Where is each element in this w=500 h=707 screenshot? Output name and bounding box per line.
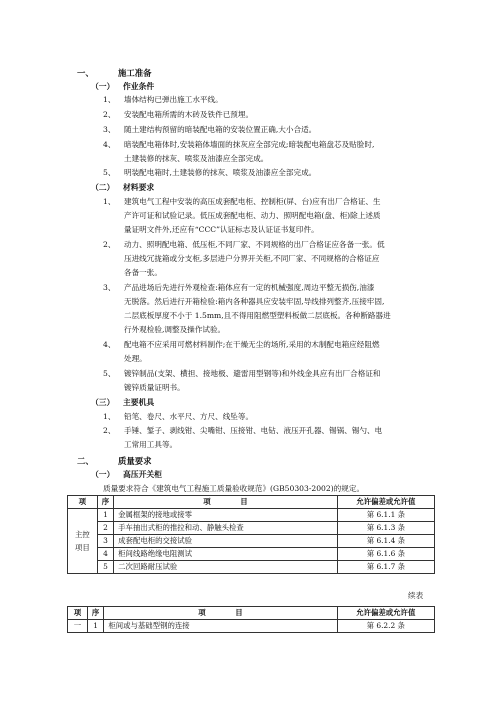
list-item-number: 2、: [103, 110, 116, 119]
list-item-text: 配电箱不应采用可燃材料制作;在干燥无尘的场所,采用的木制配电箱应经阻燃: [124, 340, 380, 349]
subsection-title: 主要机具: [123, 398, 155, 407]
table-row: [68, 548, 435, 561]
list-item-text: 工常用工具等。: [124, 440, 178, 449]
table-cell-seq: 2: [97, 522, 113, 535]
table-header: 项: [68, 496, 98, 509]
table-header: 允许偏差或允许值: [337, 496, 434, 509]
table-cell-item: 柜间线路绝缘电阻测试: [114, 548, 338, 561]
subsection-number: （一）: [91, 82, 115, 91]
list-item-text: 二层底板厚度不小于 1.5mm,且不得用阻燃型塑料板做二层底板。各种断路器进: [124, 311, 391, 320]
subsection-number: （三）: [91, 398, 115, 407]
table-row: [68, 509, 435, 522]
list-item-number: 3、: [103, 283, 116, 292]
table-cell-value: 第 6.1.4 条: [337, 535, 434, 548]
list-item-text: 行外观检验,调整及操作试验。: [124, 325, 226, 334]
table-cell-seq: 4: [97, 548, 113, 561]
acceptance-table: [67, 495, 435, 574]
table-cell-item: 二次回路耐压试验: [114, 561, 338, 574]
list-item-text: 压进线冗拢箱或分支柜,多层进户分界开关柜,不同厂家、不同规格的合格证应: [124, 254, 380, 263]
list-item-text: 铅笔、卷尺、水平尺、方尺、线坠等。: [124, 412, 254, 421]
table-row: [68, 535, 435, 548]
continued-label: 续表: [408, 591, 424, 600]
table-header: 序: [87, 607, 103, 620]
table-header: 项: [68, 607, 88, 620]
table-header: 允许偏差或允许值: [337, 607, 434, 620]
list-item-text: 手锤、錾子、剥线钳、尖嘴钳、压接钳、电钻、液压开孔器、锡锅、锡勺、电: [124, 426, 383, 435]
table-header-row: [68, 607, 435, 620]
subsection-title: 材料要求: [123, 183, 155, 192]
list-item-text: 产许可证和试验记录。低压成套配电柜、动力、照明配电箱(盘、柜)除上述质: [124, 211, 381, 220]
table-cell-seq: 5: [97, 561, 113, 574]
list-item-text: 各备一张。: [124, 268, 162, 277]
acceptance-table-continued: [67, 606, 435, 633]
list-item-text: 墙体结构已弹出施工水平线。: [124, 95, 223, 104]
table-cell-group: 一: [68, 620, 88, 633]
table-header: 项 目: [104, 607, 337, 620]
table-header: 序: [97, 496, 113, 509]
table-header-row: [68, 496, 435, 509]
list-item-text: 量证明文件外,还应有“CCC”认证标志及认证证书复印件。: [124, 225, 319, 234]
list-item-text: 土建装修的抹灰、喷浆及油漆应全部完成。: [124, 154, 269, 163]
list-item-text: 动力、照明配电箱、低压柜,不同厂家、不同规格的出厂合格证应各备一张。低: [124, 240, 385, 249]
intro-text: 质量要求符合《建筑电气工程施工质量验收规范》(GB50303-2002)的规定。: [103, 484, 365, 493]
table-cell-value: 第 6.1.7 条: [337, 561, 434, 574]
subsection-number: （一）: [91, 470, 115, 479]
list-item-text: 随土建结构预留的暗装配电箱的安装位置正确,大小合适。: [124, 125, 317, 134]
subsection-number: （二）: [91, 183, 115, 192]
list-item-text: 明装配电箱时,土建装修的抹灰、喷浆及油漆应全部完成。: [124, 168, 317, 177]
list-item-text: 无脱落。然后进行开箱检验:箱内各种器具应安装牢固,导线排列整齐,压接牢固,: [124, 297, 385, 306]
list-item-number: 4、: [103, 340, 116, 349]
section-number: 二、: [77, 456, 94, 466]
table-row: [68, 522, 435, 535]
table-cell-seq: 1: [97, 509, 113, 522]
table-cell-item: 手车抽出式柜的推拉和动、静触头检查: [114, 522, 338, 535]
list-item-text: 镀锌制品(支架、横担、接地极、避雷用型钢等)和外线金具应有出厂合格证和: [124, 369, 381, 378]
list-item-number: 1、: [103, 412, 116, 421]
table-row: [68, 561, 435, 574]
section-number: 一、: [77, 68, 94, 78]
list-item-text: 暗装配电箱体时,安装箱体墙面的抹灰应全部完成;暗装配电箱盘芯及贴脸时,: [124, 140, 375, 149]
section-title: 施工准备: [118, 68, 152, 78]
subsection-title: 高压开关柜: [123, 470, 162, 479]
table-cell-value: 第 6.1.1 条: [337, 509, 434, 522]
list-item-text: 镀锌质量证明书。: [124, 383, 185, 392]
table-cell-item: 成套配电柜的交接试验: [114, 535, 338, 548]
table-cell-value: 第 6.1.6 条: [337, 548, 434, 561]
list-item-number: 2、: [103, 426, 116, 435]
list-item-number: 2、: [103, 240, 116, 249]
table-cell-value: 第 6.2.2 条: [337, 620, 434, 633]
list-item-number: 4、: [103, 140, 116, 149]
table-row: [68, 620, 435, 633]
table-cell-seq: 1: [87, 620, 103, 633]
table-cell-item: 金属框架的接地或接零: [114, 509, 338, 522]
table-cell-item: 柜间或与基础型钢的连接: [104, 620, 337, 633]
list-item-number: 1、: [103, 197, 116, 206]
list-item-number: 3、: [103, 125, 116, 134]
list-item-number: 1、: [103, 95, 116, 104]
table-cell-seq: 3: [97, 535, 113, 548]
subsection-title: 作业条件: [123, 82, 155, 91]
table-cell-value: 第 6.1.3 条: [337, 522, 434, 535]
list-item-text: 处理。: [124, 354, 147, 363]
table-group-label: 主控项目: [68, 509, 98, 574]
list-item-text: 安装配电箱所需的木砖及铁件已预埋。: [124, 110, 254, 119]
list-item-text: 建筑电气工程中安装的高压成套配电柜、控制柜(屏、台)应有出厂合格证、生: [124, 197, 381, 206]
list-item-text: 产品进场后先进行外观检查:箱体应有一定的机械强度,周边平整无损伤,油漆: [124, 283, 375, 292]
table-header: 项 目: [114, 496, 338, 509]
section-title: 质量要求: [118, 456, 152, 466]
list-item-number: 5、: [103, 168, 116, 177]
list-item-number: 5、: [103, 369, 116, 378]
